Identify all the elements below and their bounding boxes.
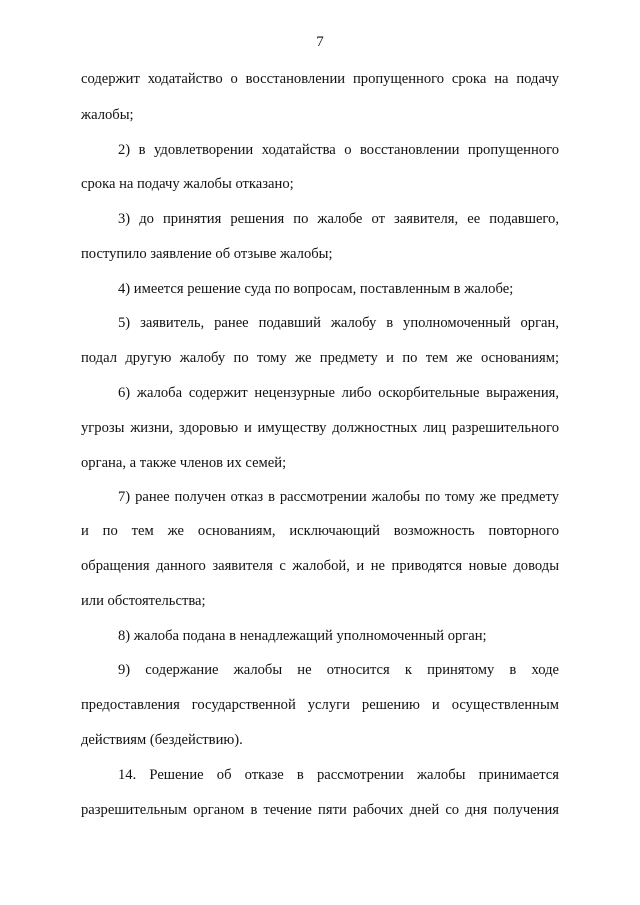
text-line: срока на подачу жалобы отказано; xyxy=(81,176,294,192)
text-line: 14. Решение об отказе в рассмотрении жалобы принимается xyxy=(118,767,559,783)
text-line: предоставления государственной услуги решению и осуществленным xyxy=(81,697,559,713)
text-line: содержит ходатайство о восстановлении пропущенного срока на подачу xyxy=(81,71,559,87)
text-line: 3) до принятия решения по жалобе от заявителя, ее подавшего, xyxy=(118,211,559,227)
text-line: 6) жалоба содержит нецензурные либо оскорбительные выражения, xyxy=(118,385,559,401)
text-line: или обстоятельства; xyxy=(81,593,206,609)
text-line: 4) имеется решение суда по вопросам, поставленным в жалобе; xyxy=(118,281,514,297)
text-line: действиям (бездействию). xyxy=(81,732,243,748)
page-number: 7 xyxy=(316,34,324,50)
text-line: 2) в удовлетворении ходатайства о восстановлении пропущенного xyxy=(118,142,559,158)
text-line: разрешительным органом в течение пяти рабочих дней со дня получения xyxy=(81,802,559,818)
text-line: 5) заявитель, ранее подавший жалобу в уполномоченный орган, xyxy=(118,315,559,331)
text-line: обращения данного заявителя с жалобой, и не приводятся новые доводы xyxy=(81,558,559,574)
text-line: 7) ранее получен отказ в рассмотрении жалобы по тому же предмету xyxy=(118,489,559,505)
text-line: органа, а также членов их семей; xyxy=(81,455,287,471)
text-line: 9) содержание жалобы не относится к принятому в ходе xyxy=(118,662,559,678)
text-line: жалобы; xyxy=(81,107,134,123)
text-line: угрозы жизни, здоровью и имуществу должностных лиц разрешительного xyxy=(81,420,559,436)
text-line: поступило заявление об отзыве жалобы; xyxy=(81,246,333,262)
text-line: и по тем же основаниям, исключающий возможность повторного xyxy=(81,523,559,539)
text-line: 8) жалоба подана в ненадлежащий уполномоченный орган; xyxy=(118,628,487,644)
text-line: подал другую жалобу по тому же предмету и по тем же основаниям; xyxy=(81,350,559,366)
